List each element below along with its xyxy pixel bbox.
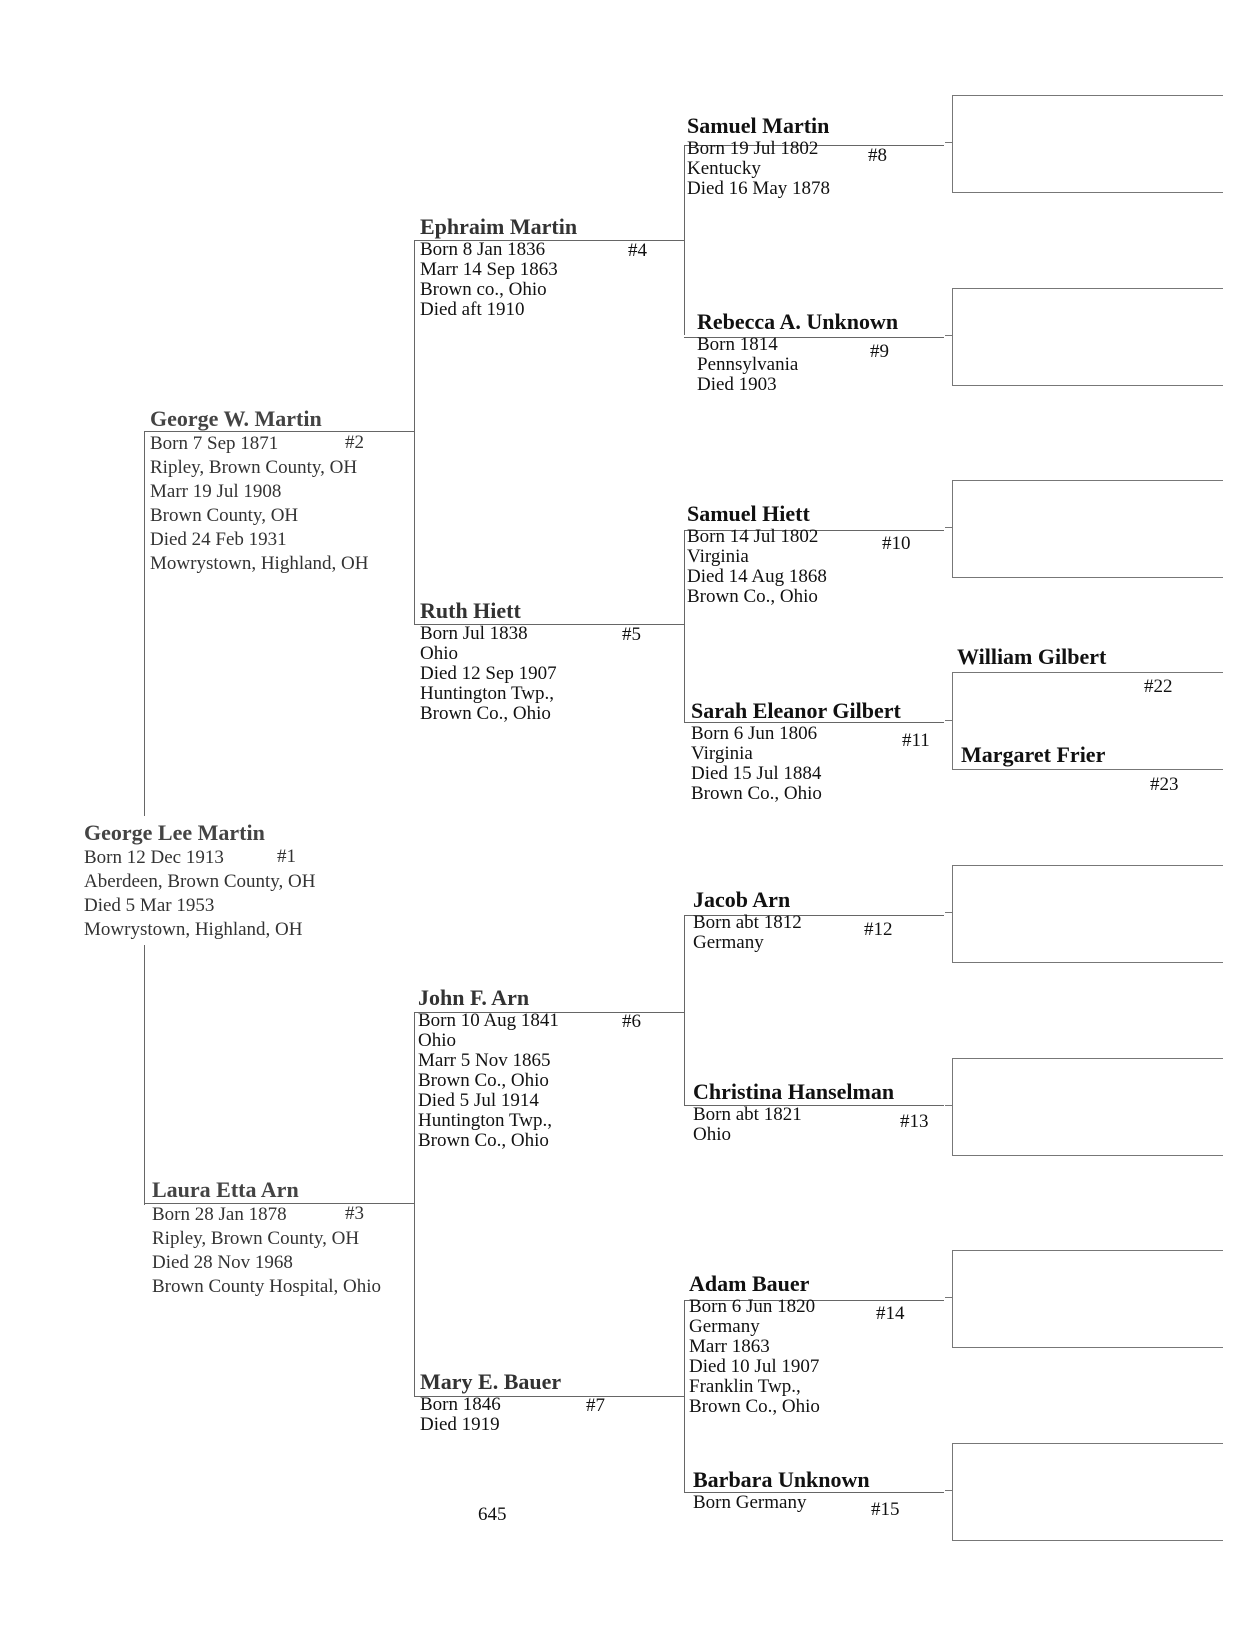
- person-detail: Died 28 Nov 1968: [152, 1252, 293, 1273]
- ancestor-box-16: [952, 95, 1223, 193]
- person-detail: Ripley, Brown County, OH: [152, 1228, 360, 1249]
- person-13: [693, 1079, 929, 1145]
- person-number: #4: [628, 240, 647, 261]
- person-born: Born 19 Jul 1802: [687, 138, 819, 159]
- person-name: Samuel Hiett: [687, 501, 810, 526]
- person-name: George W. Martin: [150, 406, 322, 431]
- person-name: William Gilbert: [957, 644, 1107, 669]
- ancestor-box-26: [952, 1058, 1223, 1156]
- person-23: [961, 742, 1179, 795]
- person-detail: Brown Co., Ohio: [420, 703, 551, 724]
- person-detail: Brown County Hospital, Ohio: [152, 1276, 382, 1297]
- person-detail: Died 5 Jul 1914: [418, 1090, 539, 1111]
- ancestor-box-24: [952, 865, 1223, 963]
- person-name: Sarah Eleanor Gilbert: [691, 698, 901, 723]
- person-detail: Died 12 Sep 1907: [420, 663, 557, 684]
- person-detail: Brown Co., Ohio: [691, 783, 822, 804]
- ancestor-box-30: [952, 1443, 1223, 1541]
- person-number: #8: [868, 145, 887, 166]
- person-detail: Brown Co., Ohio: [687, 586, 818, 607]
- person-detail: Ripley, Brown County, OH: [150, 457, 358, 478]
- person-name: Barbara Unknown: [693, 1467, 870, 1492]
- person-born: Born 1846: [420, 1394, 501, 1415]
- page-number: 645: [478, 1504, 507, 1525]
- person-detail: Brown Co., Ohio: [689, 1396, 820, 1417]
- person-name: Mary E. Bauer: [420, 1369, 562, 1394]
- person-detail: Died 15 Jul 1884: [691, 763, 822, 784]
- person-detail: Ohio: [420, 643, 458, 664]
- person-detail: Died 5 Mar 1953: [84, 895, 215, 916]
- person-born: Born Germany: [693, 1492, 807, 1513]
- person-detail: Virginia: [687, 546, 749, 567]
- person-detail: Brown Co., Ohio: [418, 1130, 549, 1151]
- person-born: Born 7 Sep 1871: [150, 433, 279, 454]
- person-number: #23: [1150, 774, 1179, 795]
- person-number: #3: [345, 1203, 364, 1224]
- person-number: #13: [900, 1111, 929, 1132]
- person-number: #22: [1144, 676, 1173, 697]
- person-detail: Marr 1863: [689, 1336, 770, 1357]
- person-born: Born Jul 1838: [420, 623, 528, 644]
- person-3: [152, 1177, 381, 1299]
- person-number: #1: [277, 846, 296, 867]
- person-detail: Died aft 1910: [420, 299, 525, 320]
- person-4: [420, 214, 647, 320]
- person-detail: Mowrystown, Highland, OH: [84, 919, 303, 940]
- ancestor-box-28: [952, 1250, 1223, 1348]
- person-number: #2: [345, 432, 364, 453]
- person-name: Adam Bauer: [689, 1271, 810, 1296]
- person-detail: Franklin Twp.,: [689, 1376, 801, 1397]
- person-detail: Aberdeen, Brown County, OH: [84, 871, 316, 892]
- person-name: Laura Etta Arn: [152, 1177, 299, 1202]
- person-number: #12: [864, 919, 893, 940]
- person-detail: Virginia: [691, 743, 753, 764]
- person-number: #11: [902, 730, 930, 751]
- person-detail: Died 1903: [697, 374, 777, 395]
- person-name: Ephraim Martin: [420, 214, 578, 239]
- person-14: [689, 1271, 905, 1417]
- person-born: Born 10 Aug 1841: [418, 1010, 559, 1031]
- ancestor-box-18: [952, 288, 1223, 386]
- ancestor-box-20: [952, 480, 1223, 578]
- person-5: [420, 598, 641, 724]
- person-number: #5: [622, 624, 641, 645]
- person-detail: Germany: [689, 1316, 760, 1337]
- person-born: Born 1814: [697, 334, 778, 355]
- person-detail: Marr 5 Nov 1865: [418, 1050, 551, 1071]
- person-number: #15: [871, 1499, 900, 1520]
- person-detail: Died 16 May 1878: [687, 178, 831, 199]
- person-detail: Died 1919: [420, 1414, 500, 1435]
- person-10: [687, 501, 911, 607]
- person-born: Born 6 Jun 1806: [691, 723, 818, 744]
- person-detail: Died 14 Aug 1868: [687, 566, 827, 587]
- person-detail: Huntington Twp.,: [420, 683, 554, 704]
- person-born: Born 12 Dec 1913: [84, 847, 224, 868]
- person-7: [420, 1369, 605, 1435]
- person-detail: Brown Co., Ohio: [418, 1070, 549, 1091]
- person-born: Born abt 1821: [693, 1104, 802, 1125]
- person-detail: Germany: [693, 932, 764, 953]
- person-detail: Died 24 Feb 1931: [150, 529, 287, 550]
- person-12: [693, 887, 893, 953]
- person-detail: Marr 14 Sep 1863: [420, 259, 558, 280]
- person-name: George Lee Martin: [84, 820, 265, 845]
- person-number: #7: [586, 1395, 605, 1416]
- person-detail: Brown co., Ohio: [420, 279, 547, 300]
- person-2: [150, 406, 369, 576]
- person-15: [693, 1467, 900, 1520]
- person-detail: Died 10 Jul 1907: [689, 1356, 820, 1377]
- person-number: #10: [882, 533, 911, 554]
- person-9: [697, 309, 898, 395]
- person-name: Margaret Frier: [961, 742, 1106, 767]
- person-born: Born abt 1812: [693, 912, 802, 933]
- person-born: Born 8 Jan 1836: [420, 239, 546, 260]
- person-detail: Ohio: [418, 1030, 456, 1051]
- person-detail: Kentucky: [687, 158, 761, 179]
- person-8: [687, 113, 887, 199]
- person-number: #14: [876, 1303, 905, 1324]
- person-born: Born 28 Jan 1878: [152, 1204, 287, 1225]
- person-11: [691, 698, 930, 804]
- person-1: [84, 820, 315, 942]
- person-detail: Marr 19 Jul 1908: [150, 481, 282, 502]
- person-name: Christina Hanselman: [693, 1079, 895, 1104]
- person-born: Born 6 Jun 1820: [689, 1296, 816, 1317]
- person-name: Jacob Arn: [693, 887, 791, 912]
- person-name: Samuel Martin: [687, 113, 830, 138]
- person-detail: Mowrystown, Highland, OH: [150, 553, 369, 574]
- person-detail: Pennsylvania: [697, 354, 799, 375]
- person-6: [418, 985, 641, 1151]
- person-born: Born 14 Jul 1802: [687, 526, 819, 547]
- person-detail: Ohio: [693, 1124, 731, 1145]
- person-22: [957, 644, 1173, 697]
- person-number: #6: [622, 1011, 641, 1032]
- person-detail: Brown County, OH: [150, 505, 299, 526]
- person-name: Ruth Hiett: [420, 598, 521, 623]
- person-name: Rebecca A. Unknown: [697, 309, 899, 334]
- person-detail: Huntington Twp.,: [418, 1110, 552, 1131]
- person-number: #9: [870, 341, 889, 362]
- person-name: John F. Arn: [418, 985, 530, 1010]
